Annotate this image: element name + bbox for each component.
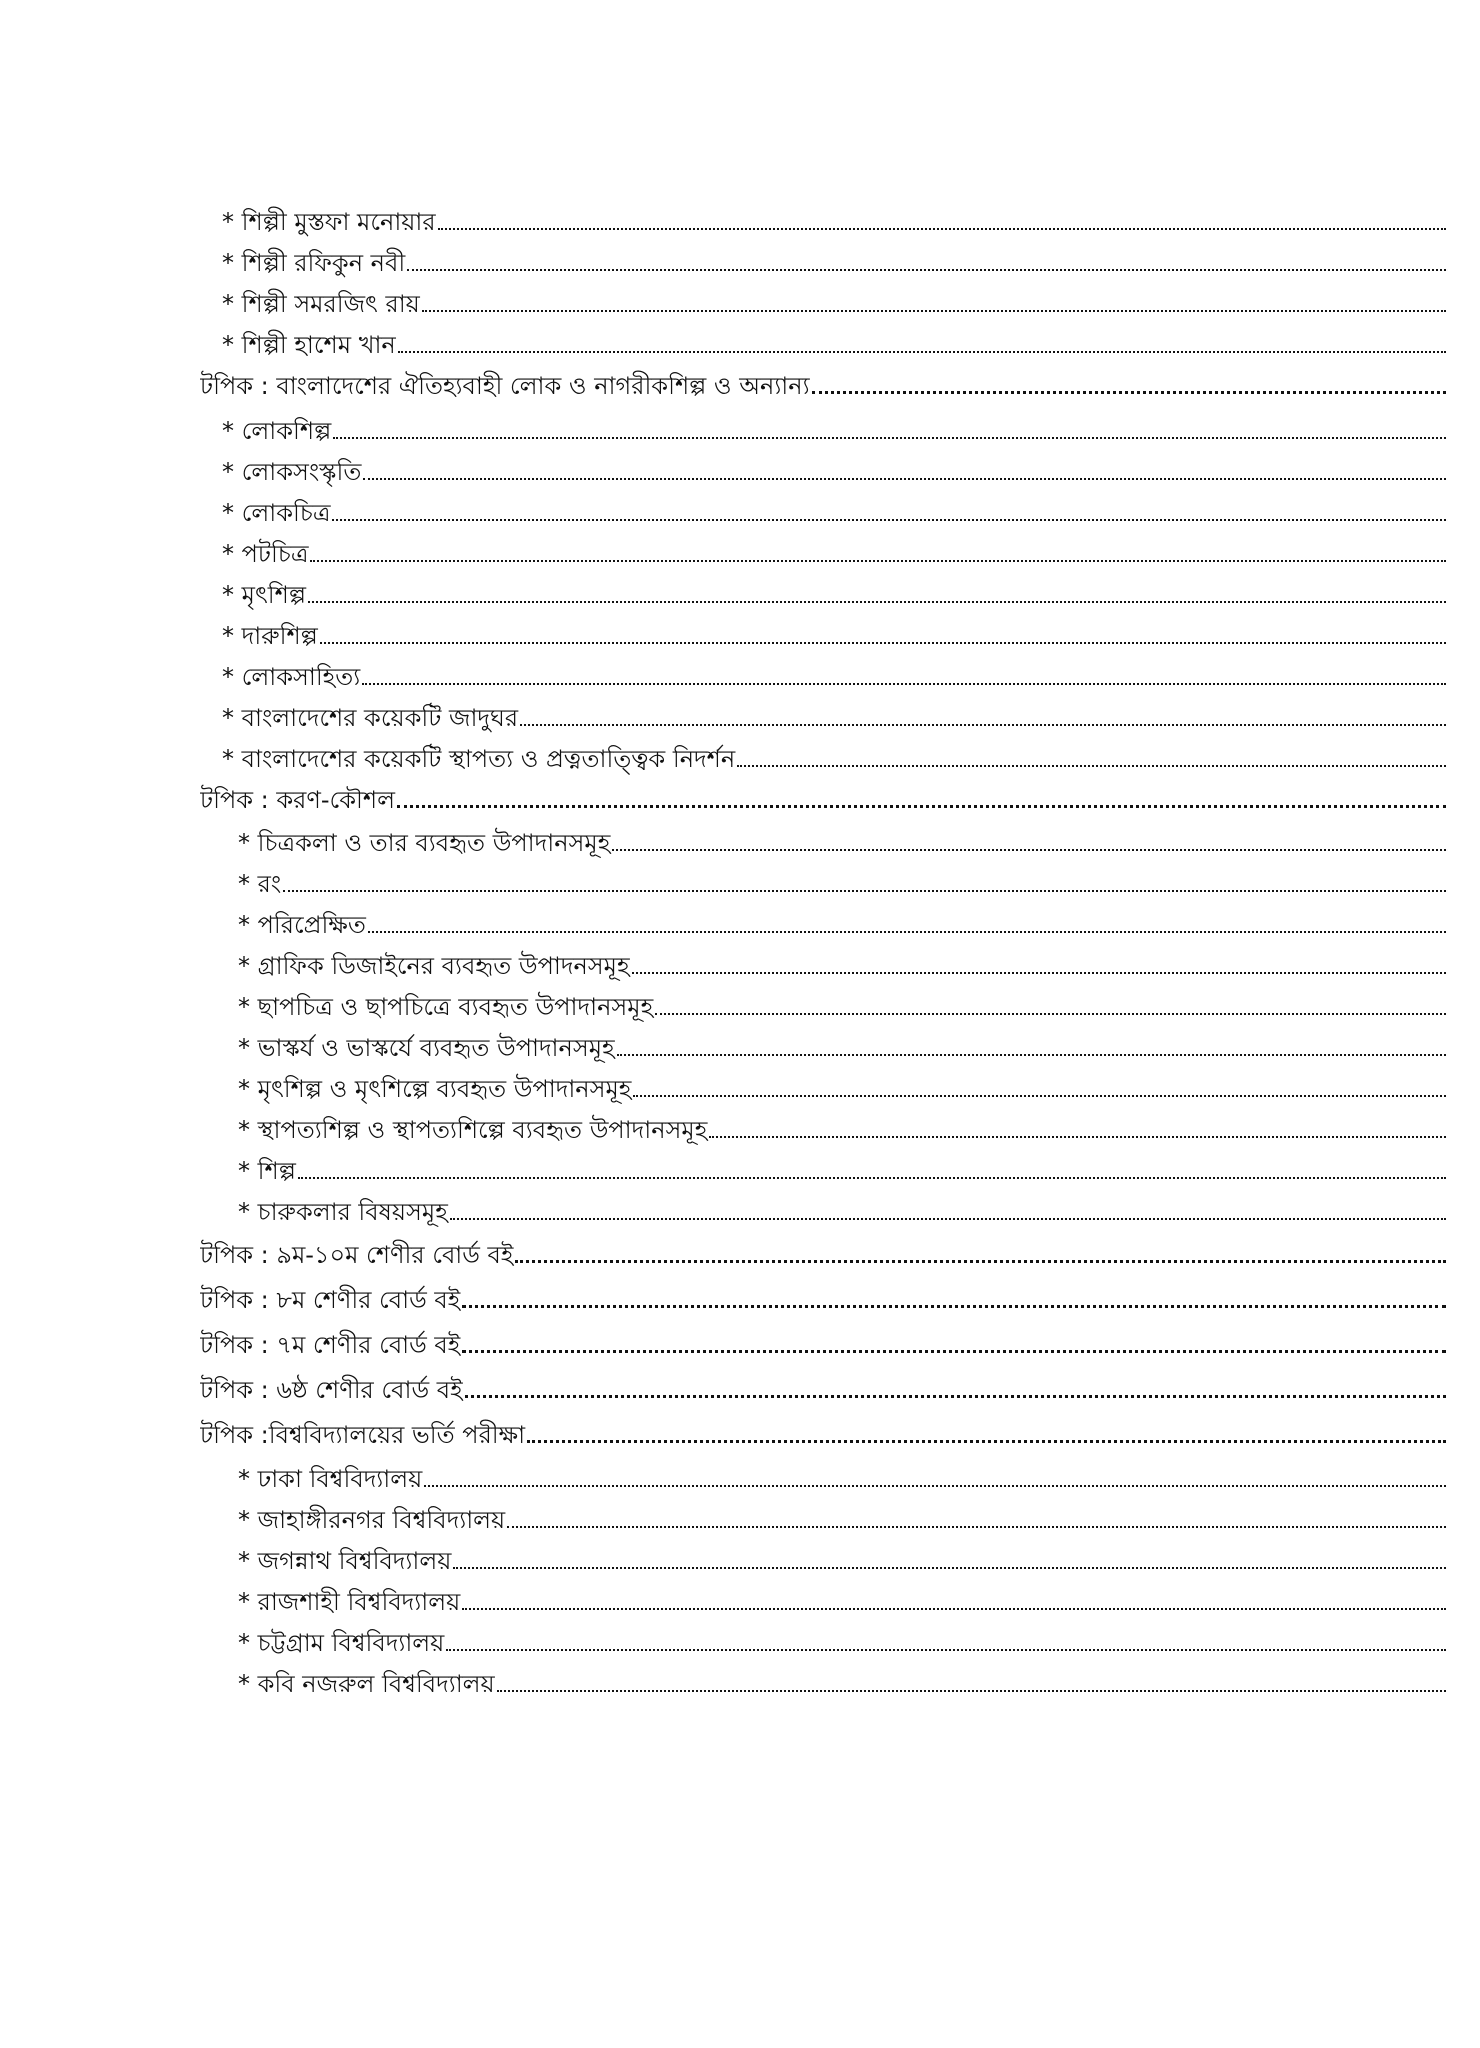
toc-item <box>238 1113 1446 1147</box>
toc-item <box>222 537 1446 571</box>
dot-leader <box>655 1013 1446 1015</box>
toc-item <box>238 826 1446 860</box>
toc-item <box>238 1072 1446 1106</box>
dot-leader <box>368 931 1446 933</box>
toc-topic <box>200 783 1446 817</box>
toc-topic <box>200 1238 1446 1272</box>
dot-leader <box>363 478 1446 480</box>
toc-item-label: * চিত্রকলা ও তার ব্যবহৃত উপাদানসমূহ <box>238 829 611 857</box>
toc-item-label: * বাংলাদেশের কয়েকটি স্থাপত্য ও প্রত্নতাত্ত্বিক নিদর্শন <box>222 745 736 773</box>
toc-item-label: * লোকচিত্র <box>222 499 331 527</box>
toc-topic-label: টপিক : ৬ষ্ঠ শেণীর বোর্ড বই <box>200 1376 463 1404</box>
toc-item-label: * জগন্নাথ বিশ্ববিদ্যালয় <box>238 1547 452 1575</box>
toc-item-label: * মৃৎশিল্প <box>222 581 306 609</box>
toc-item <box>222 578 1446 612</box>
toc-item-label: * চট্টগ্রাম বিশ্ববিদ্যালয় <box>238 1629 445 1657</box>
toc-item <box>222 742 1446 776</box>
toc-item-label: * দারুশিল্প <box>222 622 318 650</box>
toc-item-label: * শিল্পী মুস্তফা মনোয়ার <box>222 208 436 236</box>
dot-leader <box>709 1136 1446 1138</box>
dot-leader <box>333 437 1446 439</box>
toc-item <box>238 1154 1446 1188</box>
dot-leader <box>633 1095 1446 1097</box>
toc-topic <box>200 1283 1446 1317</box>
dot-leader <box>320 642 1446 644</box>
toc-item-label: * রাজশাহী বিশ্ববিদ্যালয় <box>238 1588 461 1616</box>
toc-topic <box>200 1373 1446 1407</box>
toc-item <box>222 496 1446 530</box>
dot-leader <box>332 519 1446 521</box>
toc-item-label: * লোকসাহিত্য <box>222 663 361 691</box>
toc-topic <box>200 369 1446 403</box>
toc-item-label: * ভাস্কর্য ও ভাস্কর্যে ব্যবহৃত উপাদানসমূহ <box>238 1034 615 1062</box>
dot-leader <box>283 890 1446 892</box>
toc-item-label: * শিল্পী সমরজিৎ রায় <box>222 290 420 318</box>
toc-item-label: * শিল্পী হাশেম খান <box>222 331 396 359</box>
toc-item-label: * শিল্প <box>238 1157 296 1185</box>
dot-leader <box>462 1608 1446 1610</box>
toc-item <box>222 455 1446 489</box>
toc-item-label: * পরিপ্রেক্ষিত <box>238 911 366 939</box>
toc-item-label: * গ্রাফিক ডিজাইনের ব্যবহৃত উপাদনসমূহ <box>238 952 630 980</box>
dot-leader <box>527 1440 1446 1443</box>
toc-item <box>238 1462 1446 1496</box>
toc-item <box>238 1585 1446 1619</box>
toc-item <box>238 1195 1446 1229</box>
dot-leader <box>737 765 1446 767</box>
toc-item-label: * কবি নজরুল বিশ্ববিদ্যালয় <box>238 1670 495 1698</box>
dot-leader <box>632 972 1446 974</box>
toc-item-label: * বাংলাদেশের কয়েকটি জাদুঘর <box>222 704 519 732</box>
toc-item <box>238 908 1446 942</box>
dot-leader <box>398 351 1446 353</box>
toc-item-label: * পটচিত্র <box>222 540 309 568</box>
toc-item <box>222 414 1446 448</box>
toc-item-label: * স্থাপত্যশিল্প ও স্থাপত্যশিল্পে ব্যবহৃত উপাদানসমূহ <box>238 1116 708 1144</box>
toc-item-label: * লোকসংস্কৃতি <box>222 458 362 486</box>
toc-item <box>238 1031 1446 1065</box>
toc-item-label: * শিল্পী রফিকুন নবী <box>222 249 406 277</box>
toc-topic-label: টপিক : বাংলাদেশের ঐতিহ্যবাহী লোক ও নাগরীকশিল্প ও অন্যান্য <box>200 372 810 400</box>
dot-leader <box>310 560 1446 562</box>
toc-topic-label: টপিক :বিশ্ববিদ্যালয়ের ভর্তি পরীক্ষা <box>200 1421 526 1449</box>
toc-item <box>238 990 1446 1024</box>
toc-topic-label: টপিক : ৮ম শেণীর বোর্ড বই <box>200 1286 461 1314</box>
toc-item-label: * ছাপচিত্র ও ছাপচিত্রে ব্যবহৃত উপাদানসমূহ <box>238 993 654 1021</box>
dot-leader <box>507 1526 1446 1528</box>
toc-item-label: * ঢাকা বিশ্ববিদ্যালয় <box>238 1465 423 1493</box>
dot-leader <box>438 228 1446 230</box>
toc-topic <box>200 1418 1446 1452</box>
dot-leader <box>407 269 1446 271</box>
toc-item <box>222 287 1446 321</box>
dot-leader <box>462 1350 1446 1353</box>
toc-item <box>222 619 1446 653</box>
toc-item <box>238 1667 1446 1701</box>
dot-leader <box>362 683 1446 685</box>
toc-item-label: * জাহাঙ্গীরনগর বিশ্ববিদ্যালয় <box>238 1506 506 1534</box>
toc-topic-label: টপিক : করণ-কৌশল <box>200 786 396 814</box>
toc-item <box>222 205 1446 239</box>
toc-item <box>238 949 1446 983</box>
toc-item-label: * লোকশিল্প <box>222 417 332 445</box>
dot-leader <box>450 1218 1446 1220</box>
dot-leader <box>424 1485 1446 1487</box>
dot-leader <box>308 601 1446 603</box>
toc-item <box>222 328 1446 362</box>
toc-item <box>238 867 1446 901</box>
dot-leader <box>298 1177 1446 1179</box>
toc-item <box>238 1626 1446 1660</box>
toc-item <box>222 701 1446 735</box>
toc-item <box>238 1503 1446 1537</box>
dot-leader <box>465 1395 1446 1398</box>
toc-topic <box>200 1328 1446 1362</box>
toc-item-label: * মৃৎশিল্প ও মৃৎশিল্পে ব্যবহৃত উপাদানসমূহ <box>238 1075 632 1103</box>
toc-item <box>222 246 1446 280</box>
toc-item <box>238 1544 1446 1578</box>
toc-topic-label: টপিক : ৯ম-১০ম শেণীর বোর্ড বই <box>200 1241 514 1269</box>
toc-item-label: * চারুকলার বিষয়সমূহ <box>238 1198 448 1226</box>
dot-leader <box>612 849 1446 851</box>
dot-leader <box>497 1690 1446 1692</box>
dot-leader <box>422 310 1446 312</box>
dot-leader <box>397 805 1446 808</box>
dot-leader <box>617 1054 1446 1056</box>
dot-leader <box>453 1567 1446 1569</box>
dot-leader <box>462 1305 1446 1308</box>
toc-item-label: * রং <box>238 870 282 898</box>
dot-leader <box>515 1260 1446 1263</box>
dot-leader <box>446 1649 1446 1651</box>
toc-item <box>222 660 1446 694</box>
dot-leader <box>520 724 1446 726</box>
toc-topic-label: টপিক : ৭ম শেণীর বোর্ড বই <box>200 1331 461 1359</box>
dot-leader <box>812 391 1446 394</box>
